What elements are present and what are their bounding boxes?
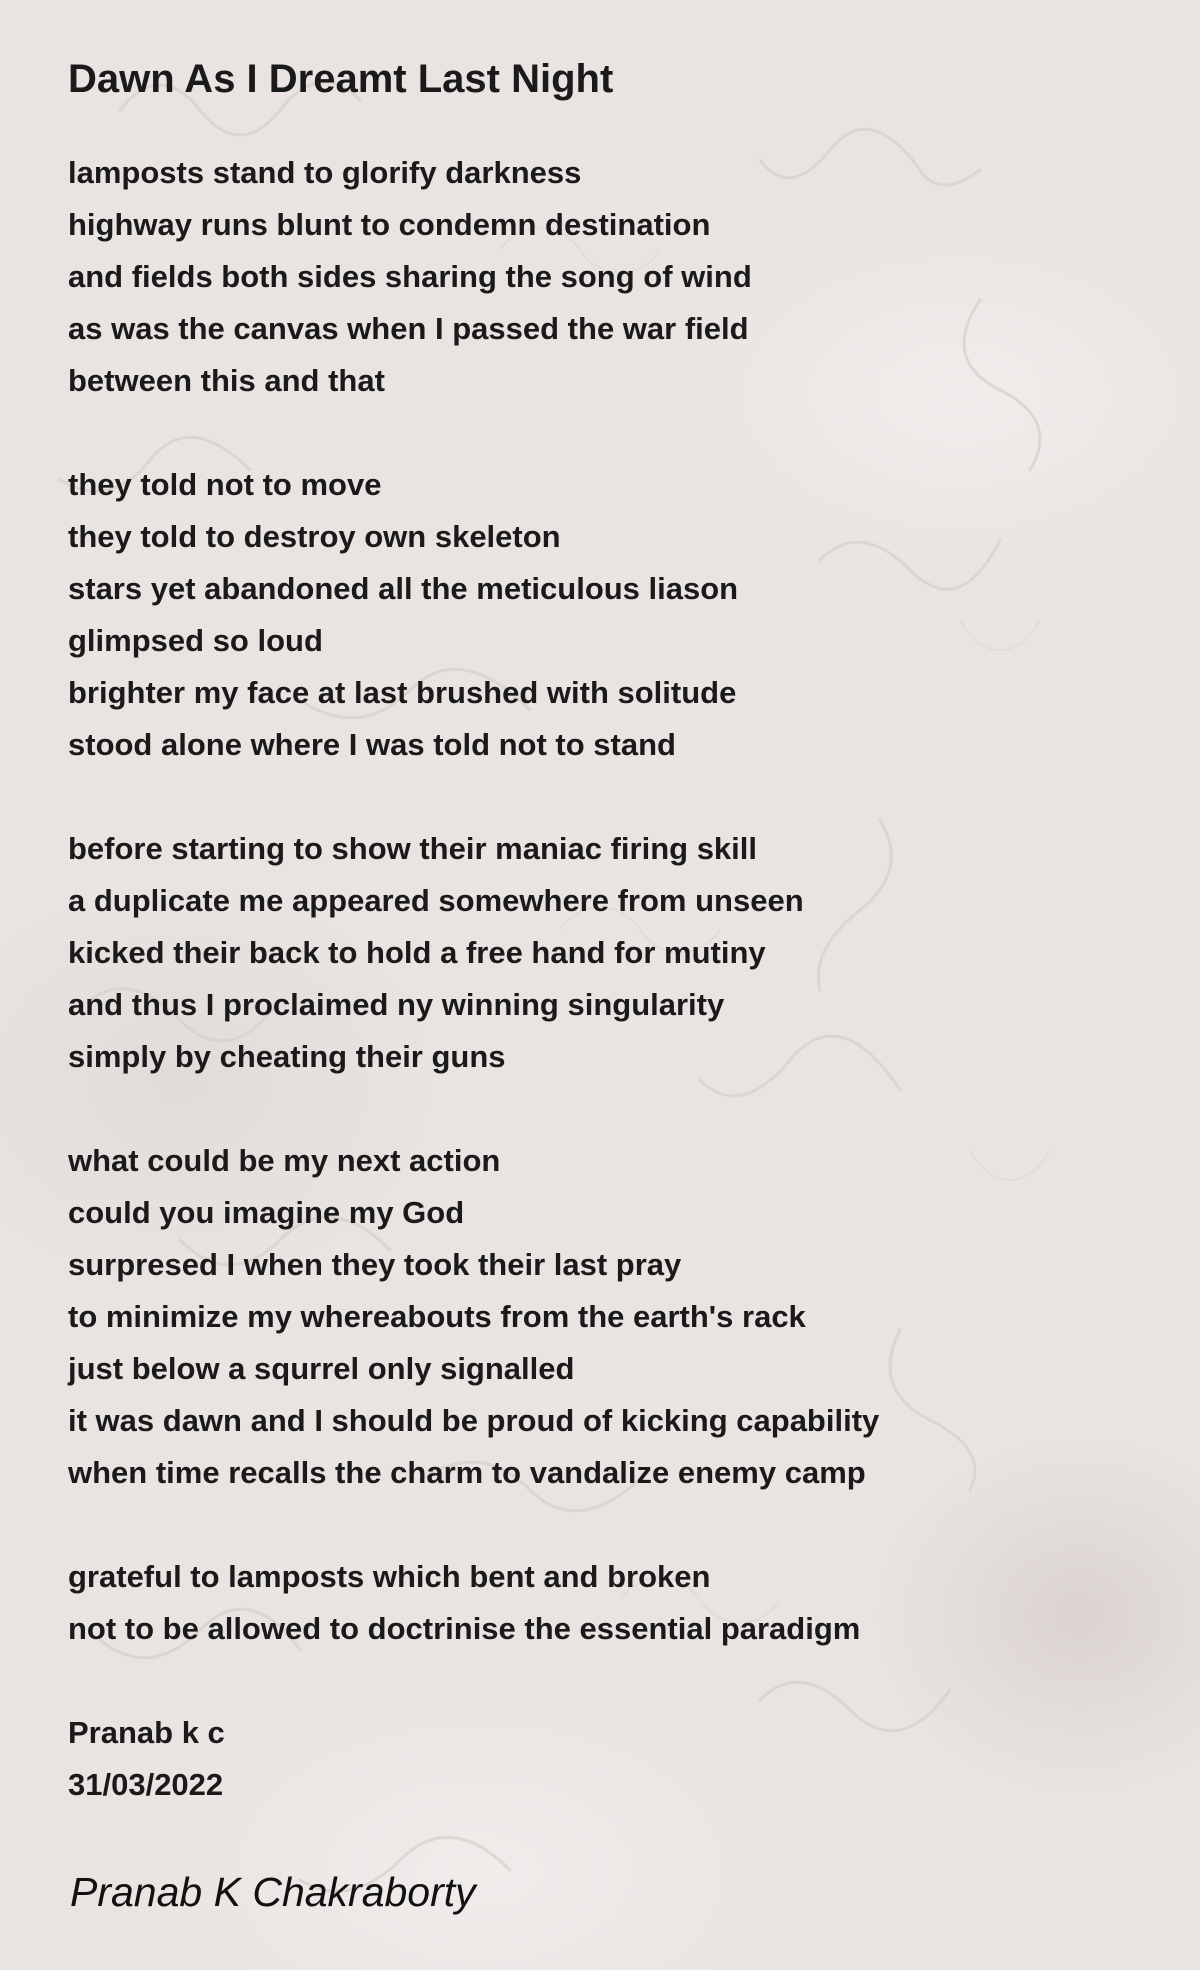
signoff-date: 31/03/2022	[68, 1767, 224, 1802]
poem-line: brighter my face at last brushed with solitude	[68, 675, 737, 710]
poem-line: glimpsed so loud	[68, 623, 323, 658]
poem-line: when time recalls the charm to vandalize enemy camp	[68, 1455, 866, 1490]
signoff-name: Pranab k c	[68, 1715, 225, 1750]
poem-title: Dawn As I Dreamt Last Night	[68, 57, 614, 101]
stanza-2	[68, 459, 1168, 771]
poem-line: highway runs blunt to condemn destination	[68, 207, 711, 242]
poem-body	[68, 147, 1168, 1811]
poem-line: and fields both sides sharing the song of wind	[68, 259, 752, 294]
poem-line: before starting to show their maniac firing skill	[68, 831, 758, 866]
poem-line: stars yet abandoned all the meticulous liason	[68, 571, 739, 606]
poem-line: kicked their back to hold a free hand for mutiny	[68, 935, 766, 970]
poem-line: a duplicate me appeared somewhere from unseen	[68, 883, 804, 918]
poem-line: just below a squrrel only signalled	[68, 1351, 575, 1386]
poem-line: lamposts stand to glorify darkness	[68, 155, 582, 190]
poem-page	[68, 48, 1168, 1863]
poem-line: grateful to lamposts which bent and broken	[68, 1559, 711, 1594]
poem-line: surpresed I when they took their last pray	[68, 1247, 682, 1282]
poem-line: to minimize my whereabouts from the earth's rack	[68, 1299, 806, 1334]
stanza-1	[68, 147, 1168, 407]
poem-line: what could be my next action	[68, 1143, 501, 1178]
poem-line: not to be allowed to doctrinise the essential paradigm	[68, 1611, 861, 1646]
stanza-4	[68, 1135, 1168, 1499]
poem-line: as was the canvas when I passed the war field	[68, 311, 749, 346]
poem-signoff	[68, 1707, 1168, 1811]
poem-line: they told to destroy own skeleton	[68, 519, 561, 554]
poem-line: stood alone where I was told not to stand	[68, 727, 676, 762]
poem-line: could you imagine my God	[68, 1195, 465, 1230]
stanza-3	[68, 823, 1168, 1083]
poem-line: between this and that	[68, 363, 385, 398]
poem-line: it was dawn and I should be proud of kicking capability	[68, 1403, 880, 1438]
author-name[interactable]: Pranab K Chakraborty	[70, 1869, 476, 1915]
poem-line: simply by cheating their guns	[68, 1039, 506, 1074]
poem-line: they told not to move	[68, 467, 382, 502]
stanza-5	[68, 1551, 1168, 1655]
poem-line: and thus I proclaimed ny winning singularity	[68, 987, 725, 1022]
